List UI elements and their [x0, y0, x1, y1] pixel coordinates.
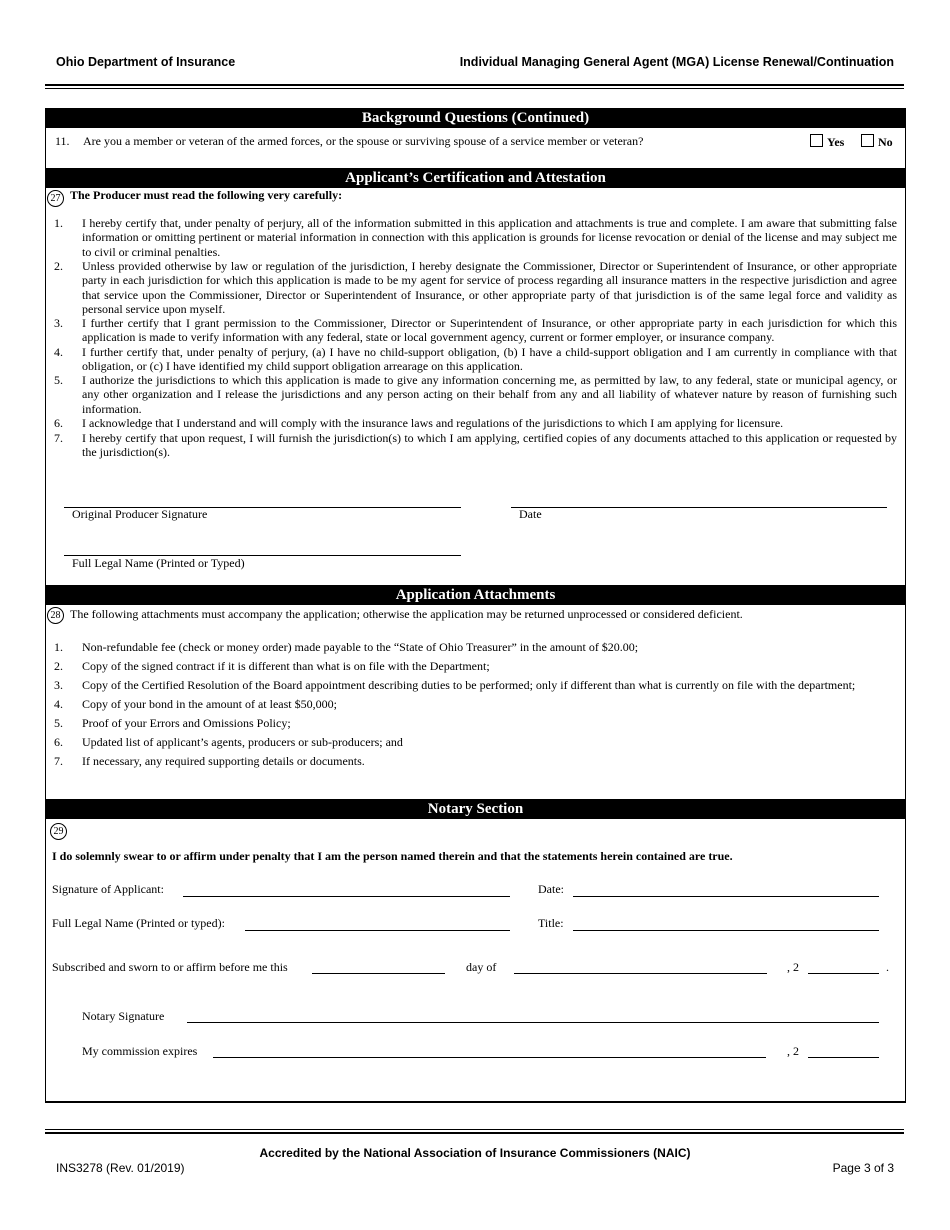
cert-item-text: Unless provided otherwise by law or regulation of the jurisdiction, I hereby designate the Commissioner, Director or Superintendent of Insurance, or other appropriate party in each jurisdiction for which this application is made to be my agent for service of process regarding all insurance matters in the respective jurisdiction and agree that service upon the Commissioner, Director or Superintendent of Insurance, or other appropriate party of that jurisdiction is of the same legal force and validity as personal service upon myself. — [82, 259, 897, 316]
notary-title-label: Title: — [538, 916, 564, 930]
cert-item-number: 4. — [54, 345, 63, 359]
no-checkbox[interactable] — [861, 134, 874, 147]
subscribed-year-line[interactable] — [808, 973, 879, 974]
producer-date-line[interactable] — [511, 507, 887, 508]
attachment-item-text: Copy of the signed contract if it is different than what is on file with the Department; — [82, 659, 490, 673]
cert-item-number: 2. — [54, 259, 63, 273]
no-label: No — [878, 135, 893, 149]
notary-oath: I do solemnly swear to or affirm under penalty that I am the person named therein and that the statements herein contained are true. — [52, 849, 733, 863]
cert-item-text: I acknowledge that I understand and will comply with the insurance laws and regulations of the jurisdictions to which I am applying for licensure. — [82, 416, 784, 430]
commission-year-prefix: , 2 — [787, 1044, 799, 1058]
notary-date-label: Date: — [538, 882, 564, 896]
cert-item-number: 5. — [54, 373, 63, 387]
question-11-text: Are you a member or veteran of the armed forces, or the spouse or surviving spouse of a service member or veteran? — [83, 134, 644, 148]
subscribed-month-line[interactable] — [514, 973, 767, 974]
cert-item-text: I authorize the jurisdictions to which this application is made to give any information concerning me, as permitted by law, to any federal, state or municipal agency, or any other organization and I release the jurisdictions and any person acting on their behalf from any and all liability of whatever nature by reason of furnishing such information. — [82, 373, 897, 416]
footer-page-number: Page 3 of 3 — [832, 1161, 894, 1175]
yes-option[interactable] — [810, 134, 844, 149]
section-attachments-title: Application Attachments — [45, 585, 906, 605]
subscribed-label: Subscribed and sworn to or affirm before me this — [52, 960, 288, 974]
year-prefix-label: , 2 — [787, 960, 799, 974]
section-background-title: Background Questions (Continued) — [45, 108, 906, 128]
section-certification-title: Applicant’s Certification and Attestation — [45, 168, 906, 188]
applicant-signature-line[interactable] — [183, 896, 510, 897]
day-of-label: day of — [466, 960, 497, 974]
cert-item-text: I hereby certify that, under penalty of perjury, all of the information submitted in this application and attachments is true and complete. I am aware that submitting false information or omitting pertinent or material information in connection with this application is grounds for license revocation or denial of the license and may subject me to civil or criminal penalties. — [82, 216, 897, 259]
section-marker-27: 27 — [47, 190, 64, 207]
attachment-item-text: Non-refundable fee (check or money order) made payable to the “State of Ohio Treasurer” in the amount of $20.00; — [82, 640, 639, 654]
cert-item-text: I hereby certify that upon request, I will furnish the jurisdiction(s) to which I am applying, certified copies of any documents attached to this application or requested by the jurisdiction(s). — [82, 431, 897, 460]
notary-fullname-label: Full Legal Name (Printed or typed): — [52, 916, 225, 930]
footer-accreditation: Accredited by the National Association of Insurance Commissioners (NAIC) — [259, 1146, 691, 1160]
header-rule-thin — [45, 88, 904, 89]
header-department: Ohio Department of Insurance — [56, 55, 236, 69]
yes-label: Yes — [827, 135, 845, 149]
commission-expires-label: My commission expires — [82, 1044, 198, 1058]
cert-item-text: I further certify that I grant permission to the Commissioner, Director or Superintendent of Insurance, or other appropriate party in each jurisdiction for which this application is made to verify information with any federal, state or local government agency, current or former employer, or insurance company. — [82, 316, 897, 345]
cert-item-text: I further certify that, under penalty of perjury, (a) I have no child-support obligation, (b) I have a child-support obligation and I am currently in compliance with that obligation, or (c) I have identified my child support obligation arrearage on this application. — [82, 345, 897, 374]
cert-item-number: 6. — [54, 416, 63, 430]
producer-date-label: Date — [519, 507, 542, 521]
footer-rule-thin — [45, 1129, 904, 1130]
attachment-item-number: 7. — [54, 754, 63, 768]
attachment-item-text: Copy of the Certified Resolution of the Board appointment describing duties to be performed; only if different than what is currently on file with the department; — [82, 678, 856, 692]
notary-signature-label: Notary Signature — [82, 1009, 165, 1023]
attachment-item-number: 4. — [54, 697, 63, 711]
applicant-signature-label: Signature of Applicant: — [52, 882, 164, 896]
sentence-period: . — [886, 960, 889, 974]
attachment-item-number: 6. — [54, 735, 63, 749]
attachment-item-text: Proof of your Errors and Omissions Policy; — [82, 716, 291, 730]
certification-intro: The Producer must read the following very carefully: — [70, 188, 343, 202]
full-legal-name-label: Full Legal Name (Printed or Typed) — [72, 556, 245, 570]
notary-date-line[interactable] — [573, 896, 879, 897]
subscribed-day-line[interactable] — [312, 973, 445, 974]
section-marker-28: 28 — [47, 607, 64, 624]
commission-year-line[interactable] — [808, 1057, 879, 1058]
attachment-item-number: 5. — [54, 716, 63, 730]
attachment-item-text: Updated list of applicant’s agents, producers or sub-producers; and — [82, 735, 403, 749]
header-form-title: Individual Managing General Agent (MGA) License Renewal/Continuation — [459, 55, 894, 69]
section-notary-title: Notary Section — [45, 799, 906, 819]
section-marker-29: 29 — [50, 823, 67, 840]
attachment-item-text: Copy of your bond in the amount of at least $50,000; — [82, 697, 337, 711]
commission-expires-line[interactable] — [213, 1057, 766, 1058]
notary-title-line[interactable] — [573, 930, 879, 931]
question-11-number: 11. — [55, 134, 70, 148]
attachments-intro: The following attachments must accompany the application; otherwise the application may be returned unprocessed or considered deficient. — [70, 607, 743, 621]
producer-signature-label: Original Producer Signature — [72, 507, 208, 521]
attachment-item-number: 3. — [54, 678, 63, 692]
cert-item-number: 7. — [54, 431, 63, 445]
attachment-item-number: 1. — [54, 640, 63, 654]
cert-item-number: 3. — [54, 316, 63, 330]
cert-item-number: 1. — [54, 216, 63, 230]
no-option[interactable] — [861, 134, 893, 149]
footer-form-id: INS3278 (Rev. 01/2019) — [56, 1161, 185, 1175]
attachment-item-number: 2. — [54, 659, 63, 673]
footer-rule — [45, 1132, 904, 1134]
notary-fullname-line[interactable] — [245, 930, 510, 931]
header-rule — [45, 84, 904, 86]
yes-checkbox[interactable] — [810, 134, 823, 147]
notary-signature-line[interactable] — [187, 1022, 879, 1023]
attachment-item-text: If necessary, any required supporting details or documents. — [82, 754, 365, 768]
